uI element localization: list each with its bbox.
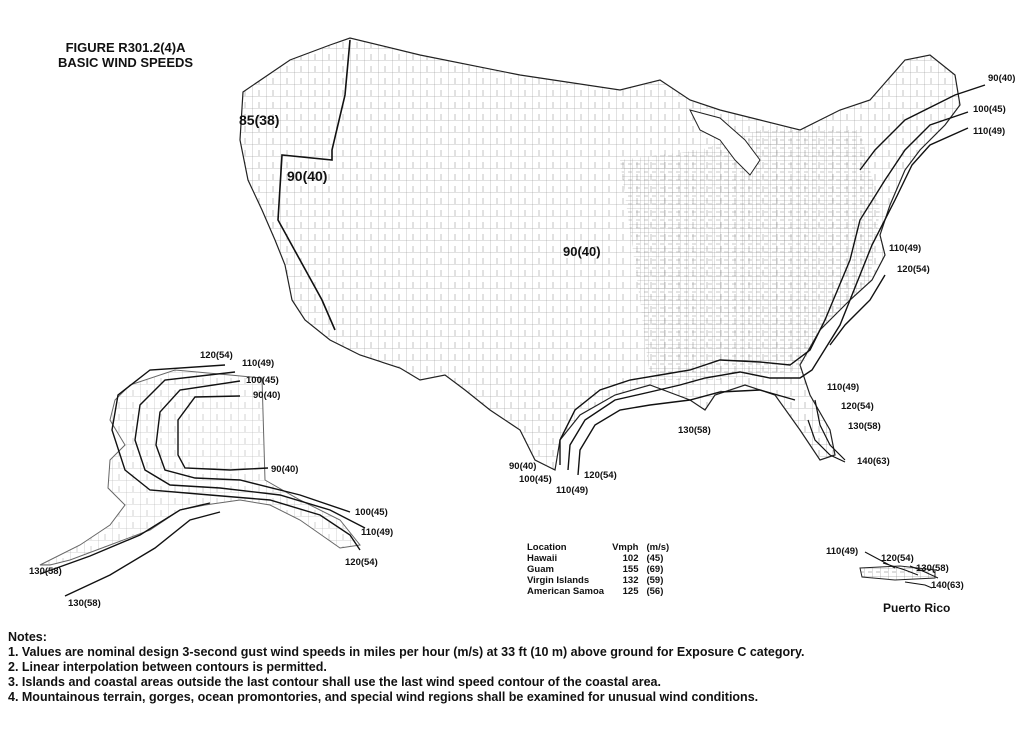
location-table — [527, 542, 677, 597]
contour-label: 130(58) — [678, 425, 711, 436]
figure-title-line1: FIGURE R301.2(4)A — [65, 40, 186, 55]
note-item: 1. Values are nominal design 3-second gust wind speeds in miles per hour (m/s) at 33 ft (10 m) above ground for Exposure C category. — [8, 645, 805, 659]
contour-label: 120(54) — [841, 401, 874, 412]
contour-label: 130(58) — [848, 421, 881, 432]
location-ms: (59) — [646, 575, 664, 586]
contour-label: 130(58) — [29, 566, 62, 577]
contour-label: 110(49) — [826, 546, 859, 557]
contour-label: 110(49) — [889, 243, 922, 254]
contour-label: 110(49) — [242, 358, 275, 369]
contour-label: 100(45) — [246, 375, 279, 386]
contour-label: 120(54) — [200, 350, 233, 361]
note-item: 4. Mountainous terrain, gorges, ocean promontories, and special wind regions shall be examined for unusual wind conditions. — [8, 690, 759, 704]
location-ms: (56) — [646, 586, 664, 597]
location-ms: (69) — [646, 564, 664, 575]
header-ms: (m/s) — [646, 542, 670, 553]
contour-label: 90(40) — [509, 461, 537, 472]
table-row — [527, 553, 677, 564]
notes-heading: Notes: — [8, 630, 47, 644]
notes-section — [8, 630, 804, 705]
table-row — [527, 575, 677, 586]
table-row — [527, 564, 677, 575]
location-vmph: 155 — [622, 564, 639, 575]
contour-label: 100(45) — [973, 104, 1006, 115]
contour-label: 90(40) — [988, 73, 1016, 84]
location-name: American Samoa — [527, 586, 605, 597]
figure-title-line2: BASIC WIND SPEEDS — [58, 55, 194, 70]
contour-label: 110(49) — [556, 485, 589, 496]
contour-label: 90(40) — [253, 390, 281, 401]
location-name: Virgin Islands — [527, 575, 590, 586]
table-row — [527, 586, 677, 597]
note-item: 3. Islands and coastal areas outside the last contour shall use the last wind speed contour of the coastal area. — [8, 675, 661, 689]
puerto-rico-label: Puerto Rico — [883, 601, 951, 615]
contour-label: 110(49) — [361, 527, 394, 538]
location-vmph: 125 — [622, 586, 639, 597]
contour-label: 120(54) — [584, 470, 617, 481]
location-table-header — [527, 542, 677, 553]
contour-label: 100(45) — [355, 507, 388, 518]
location-name: Hawaii — [527, 553, 558, 564]
note-item: 2. Linear interpolation between contours is permitted. — [8, 660, 327, 674]
contour-label: 130(58) — [916, 563, 949, 574]
contour-label: 110(49) — [973, 126, 1006, 137]
header-vmph: Vmph — [612, 542, 639, 553]
region-label-interior: 90(40) — [563, 244, 601, 259]
contour-pr-140 — [905, 582, 932, 588]
contour-label: 140(63) — [857, 456, 890, 467]
region-label-west-coast: 85(38) — [239, 112, 280, 128]
region-label-great-basin: 90(40) — [287, 168, 328, 184]
header-location: Location — [527, 542, 567, 553]
alaska-outline — [40, 370, 360, 565]
contour-label: 110(49) — [827, 382, 860, 393]
location-name: Guam — [527, 564, 554, 575]
contour-label: 90(40) — [271, 464, 299, 475]
contour-label: 120(54) — [881, 553, 914, 564]
contour-label: 120(54) — [345, 557, 378, 568]
contour-label: 100(45) — [519, 474, 552, 485]
contour-label: 140(63) — [931, 580, 964, 591]
contour-label: 120(54) — [897, 264, 930, 275]
contour-label: 130(58) — [68, 598, 101, 609]
location-vmph: 132 — [622, 575, 639, 586]
location-ms: (45) — [646, 553, 664, 564]
location-vmph: 102 — [622, 553, 639, 564]
